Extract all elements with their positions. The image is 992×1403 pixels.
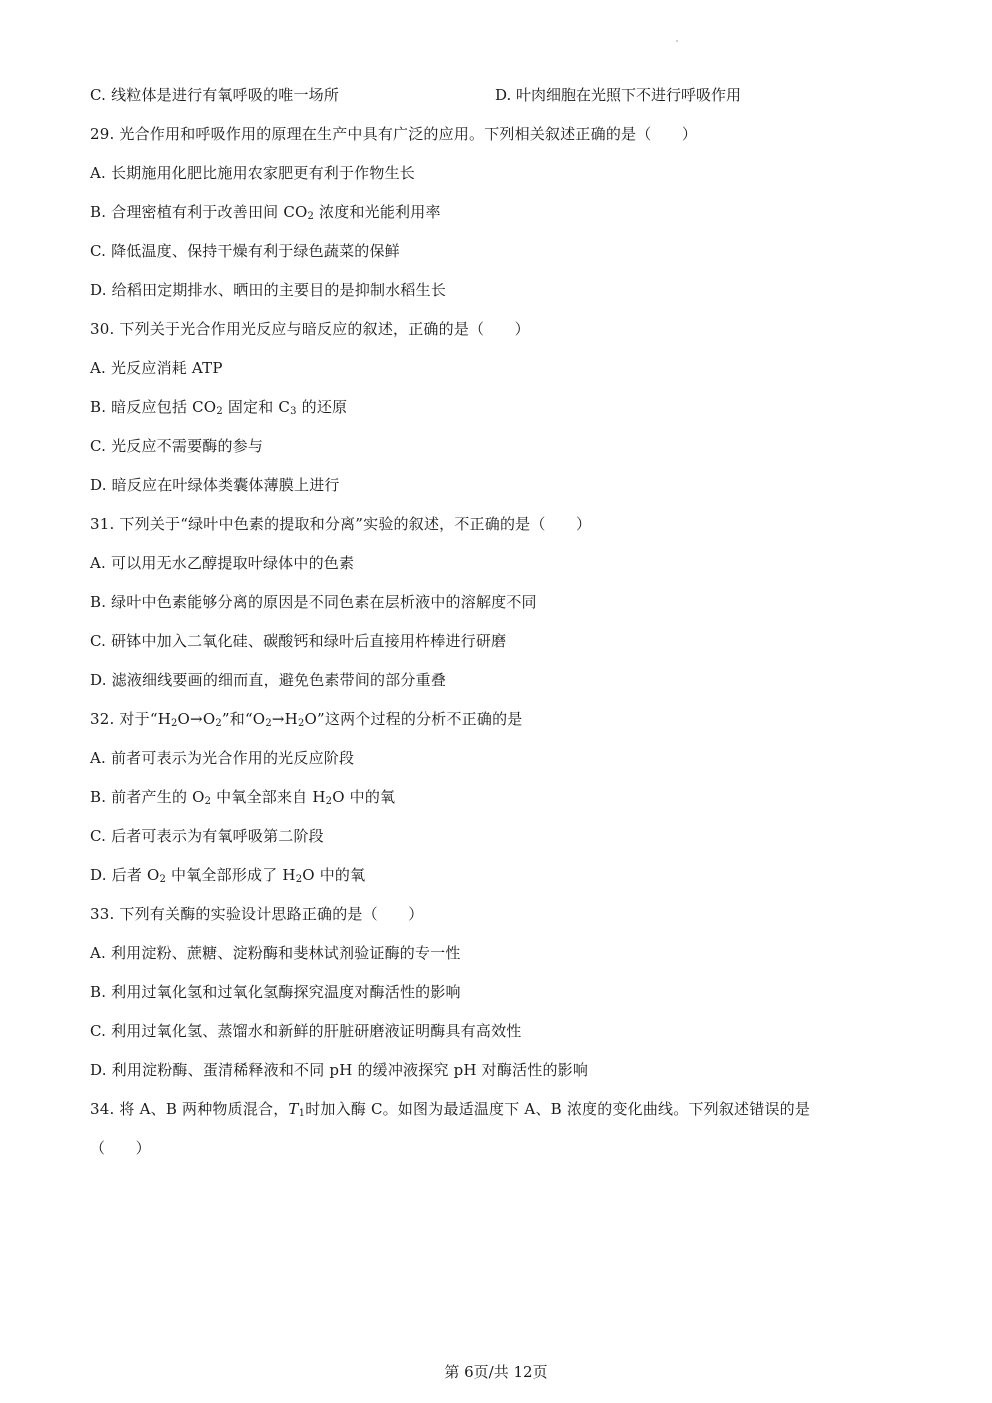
option-28c: C. 线粒体是进行有氧呼吸的唯一场所	[90, 86, 340, 104]
option-33c: C. 利用过氧化氢、蒸馏水和新鲜的肝脏研磨液证明酶具有高效性	[90, 1022, 522, 1040]
question-34-paren: （ ）	[90, 1139, 151, 1157]
option-31d: D. 滤液细线要画的细而直，避免色素带间的部分重叠	[90, 671, 447, 689]
option-29b: B. 合理密植有利于改善田间 $CO_2$ 浓度和光能利用率	[90, 203, 441, 222]
option-31a: A. 可以用无水乙醇提取叶绿体中的色素	[90, 554, 355, 572]
option-33a: A. 利用淀粉、蔗糖、淀粉酶和斐林试剂验证酶的专一性	[90, 944, 461, 962]
question-32: 32. 对于“$H_2O\to O_2$”和“$O_2\to H_2O$”这两个过程的分析不正确的是	[90, 710, 523, 729]
question-34: 34. 将 A、B 两种物质混合，$T_1$时加入酶 C。如图为最适温度下 A、B 浓度的变化曲线。下列叙述错误的是	[90, 1100, 811, 1119]
option-32c: C. 后者可表示为有氧呼吸第二阶段	[90, 827, 324, 845]
option-28d: D. 叶肉细胞在光照下不进行呼吸作用	[495, 86, 742, 104]
question-31: 31. 下列关于“绿叶中色素的提取和分离”实验的叙述，不正确的是（ ）	[90, 515, 592, 533]
question-33: 33. 下列有关酶的实验设计思路正确的是（ ）	[90, 905, 424, 923]
page-footer: 第 6页/共 12页	[444, 1363, 548, 1381]
question-30: 30. 下列关于光合作用光反应与暗反应的叙述，正确的是（ ）	[90, 320, 530, 338]
question-29: 29. 光合作用和呼吸作用的原理在生产中具有广泛的应用。下列相关叙述正确的是（ ）	[90, 125, 698, 143]
option-29c: C. 降低温度、保持干燥有利于绿色蔬菜的保鲜	[90, 242, 400, 260]
option-30d: D. 暗反应在叶绿体类囊体薄膜上进行	[90, 476, 340, 494]
option-30a: A. 光反应消耗 ATP	[90, 359, 223, 377]
option-29a: A. 长期施用化肥比施用农家肥更有利于作物生长	[90, 164, 415, 182]
option-29d: D. 给稻田定期排水、晒田的主要目的是抑制水稻生长	[90, 281, 447, 299]
option-32b: B. 前者产生的 $O_2$ 中氧全部来自 $H_2O$ 中的氧	[90, 788, 396, 807]
option-33d: D. 利用淀粉酶、蛋清稀释液和不同 pH 的缓冲液探究 pH 对酶活性的影响	[90, 1061, 589, 1079]
option-31b: B. 绿叶中色素能够分离的原因是不同色素在层析液中的溶解度不同	[90, 593, 537, 611]
option-32d: D. 后者 $O_2$ 中氧全部形成了 $H_2O$ 中的氧	[90, 866, 366, 885]
option-32a: A. 前者可表示为光合作用的光反应阶段	[90, 749, 355, 767]
scan-speck	[676, 40, 678, 42]
option-31c: C. 研钵中加入二氧化硅、碳酸钙和绿叶后直接用杵棒进行研磨	[90, 632, 507, 650]
option-30b: B. 暗反应包括 $CO_2$ 固定和 $C_3$ 的还原	[90, 398, 348, 417]
option-33b: B. 利用过氧化氢和过氧化氢酶探究温度对酶活性的影响	[90, 983, 461, 1001]
option-30c: C. 光反应不需要酶的参与	[90, 437, 264, 455]
